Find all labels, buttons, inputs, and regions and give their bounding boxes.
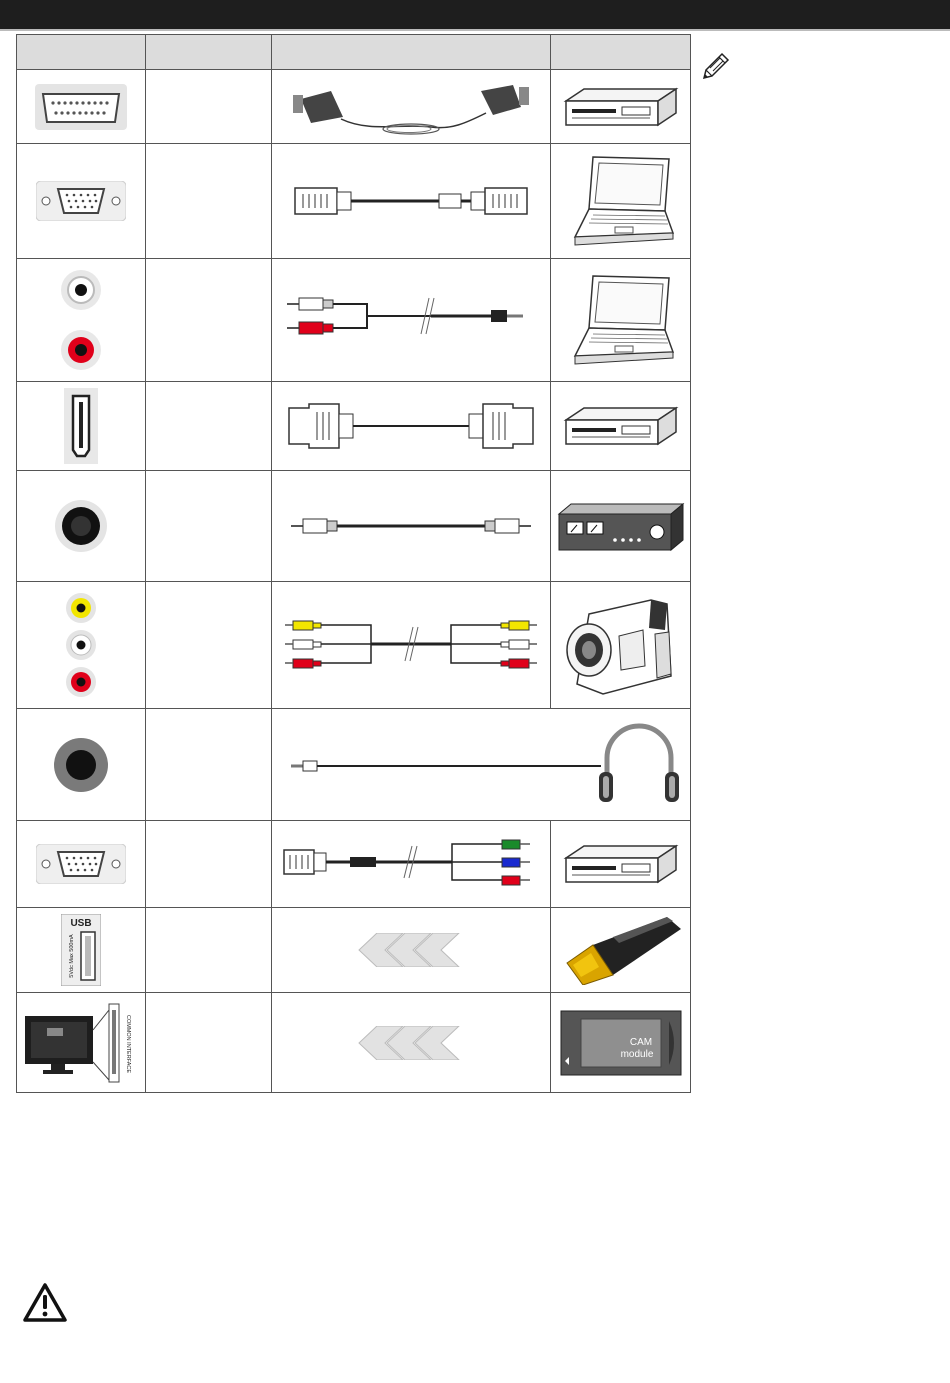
- type-cell: [146, 908, 272, 993]
- cam-label-line2: module: [620, 1048, 653, 1060]
- usb-socket-icon: [61, 914, 101, 986]
- port-cell: [17, 144, 146, 259]
- cable-cell: [272, 582, 551, 709]
- hdmi-socket-icon: [64, 388, 98, 464]
- scart-socket-icon: [35, 84, 127, 130]
- ypbpr-cable-icon: [276, 836, 546, 892]
- port-cell: [17, 382, 146, 471]
- table-row: [17, 709, 691, 821]
- cable-cell: [272, 821, 551, 908]
- table-header-row: [17, 35, 691, 70]
- dvd-recorder-icon: [562, 85, 680, 129]
- header-cell-cables: [272, 35, 551, 70]
- rca-to-minijack-cable-icon: [281, 290, 541, 350]
- warning-triangle-icon: [22, 1282, 68, 1324]
- headphone-cable-icon: [281, 722, 681, 808]
- pencil-note-icon: [698, 50, 732, 84]
- port-cell: [17, 993, 146, 1093]
- table-row: [17, 70, 691, 144]
- insert-arrows-icon: [355, 1026, 467, 1060]
- coaxial-cable-icon: [281, 511, 541, 541]
- table-row: [17, 471, 691, 582]
- type-cell: [146, 993, 272, 1093]
- laptop-icon: [565, 153, 677, 249]
- type-cell: [146, 471, 272, 582]
- cable-cell: [272, 908, 551, 993]
- dvd-recorder-icon: [562, 404, 680, 448]
- type-cell: [146, 259, 272, 382]
- type-cell: [146, 821, 272, 908]
- cam-label-line1: CAM: [629, 1036, 652, 1048]
- type-cell: [146, 70, 272, 144]
- device-cell: [551, 908, 691, 993]
- device-cell: [551, 382, 691, 471]
- device-cell: [551, 144, 691, 259]
- ci-slot-icon: [23, 1000, 139, 1086]
- insert-arrows-icon: [355, 933, 467, 967]
- table-row: [17, 259, 691, 382]
- port-cell: [17, 908, 146, 993]
- cable-cell: [272, 70, 551, 144]
- device-cell: [551, 993, 691, 1093]
- vga-cable-icon: [281, 176, 541, 226]
- port-cell: [17, 821, 146, 908]
- top-title-bar: [0, 0, 950, 31]
- device-cell: [551, 471, 691, 582]
- usb-port-label: USB: [70, 918, 92, 929]
- usb-stick-icon: [557, 915, 685, 985]
- headphones-icon: [599, 726, 679, 802]
- type-cell: [146, 582, 272, 709]
- cable-cell: [272, 471, 551, 582]
- device-cell: [551, 259, 691, 382]
- table-row: [17, 382, 691, 471]
- cam-module-icon: [559, 1007, 683, 1079]
- port-cell: [17, 709, 146, 821]
- port-cell: [17, 259, 146, 382]
- av-sockets-icon: [64, 590, 98, 700]
- scart-cable-icon: [281, 77, 541, 137]
- cable-cell: [272, 993, 551, 1093]
- spdif-socket-icon: [54, 499, 108, 553]
- header-cell-connector: [17, 35, 146, 70]
- hdmi-cable-icon: [281, 398, 541, 454]
- laptop-icon: [565, 272, 677, 368]
- table-row: [17, 908, 691, 993]
- device-cell: [551, 821, 691, 908]
- port-cell: [17, 582, 146, 709]
- cable-cell: [272, 382, 551, 471]
- type-cell: [146, 382, 272, 471]
- port-cell: [17, 70, 146, 144]
- type-cell: [146, 709, 272, 821]
- av-rca-cable-icon: [281, 617, 541, 673]
- cable-cell: [272, 709, 691, 821]
- cable-cell: [272, 144, 551, 259]
- audio-lr-sockets-icon: [57, 268, 105, 372]
- table-row: [17, 582, 691, 709]
- cable-cell: [272, 259, 551, 382]
- header-cell-device: [551, 35, 691, 70]
- connection-table: [16, 34, 691, 1093]
- dvd-recorder-icon: [562, 842, 680, 886]
- table-row: [17, 821, 691, 908]
- ci-slot-label: COMMON INTERFACE: [125, 1014, 131, 1073]
- ypbpr-vga-socket-icon: [36, 844, 126, 884]
- device-cell: [551, 70, 691, 144]
- amplifier-icon: [557, 500, 685, 552]
- camcorder-icon: [559, 590, 683, 700]
- header-cell-type: [146, 35, 272, 70]
- headphone-socket-icon: [53, 737, 109, 793]
- table-row: [17, 144, 691, 259]
- device-cell: [551, 582, 691, 709]
- port-cell: [17, 471, 146, 582]
- vga-socket-icon: [36, 181, 126, 221]
- type-cell: [146, 144, 272, 259]
- table-row: [17, 993, 691, 1093]
- usb-power-rating: 5Vdc Max 500mA: [69, 934, 75, 978]
